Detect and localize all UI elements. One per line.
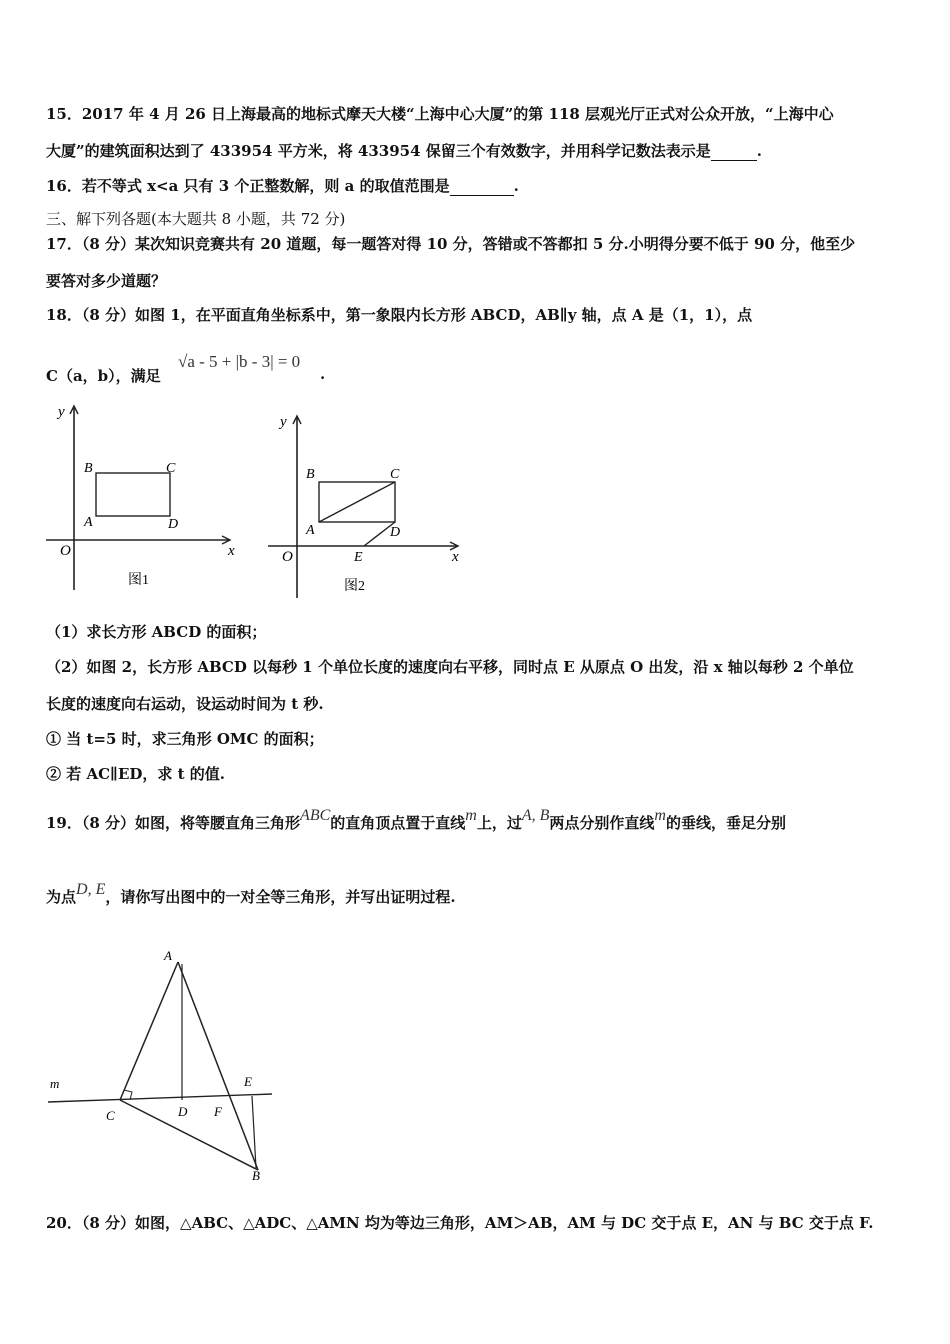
fig1-label-c: C <box>166 461 176 476</box>
fig1-label-b: B <box>84 461 93 476</box>
q16-text: 16．若不等式 x<a 只有 3 个正整数解，则 a 的取值范围是 <box>46 177 450 195</box>
q19-label-a: A <box>164 948 172 963</box>
q16-line <box>46 175 519 196</box>
q17-line1: 17．（8 分）某次知识竞赛共有 20 道题，每一题答对得 10 分，答错或不答都扣 5 分.小明得分要不低于 90 分，他至少 <box>46 235 856 253</box>
q19-text-2: 的直角顶点置于直线 <box>330 814 466 832</box>
section3-title: 三、解下列各题(本大题共 8 小题，共 72 分) <box>46 210 346 228</box>
q18-line2-period: . <box>320 365 326 383</box>
q19-text-6: 为点 <box>46 888 77 906</box>
q18-line1: 18．（8 分）如图 1，在平面直角坐标系中，第一象限内长方形 ABCD，AB∥y 轴，点 A 是（1，1），点 <box>46 306 753 324</box>
q19-text-1: 19．（8 分）如图，将等腰直角三角形 <box>46 814 301 832</box>
fig2-label-c: C <box>390 467 400 482</box>
q18-figure-1 <box>40 400 250 600</box>
q18-line2-text: C（a，b），满足 <box>46 367 161 385</box>
fig1-caption: 图1 <box>128 573 149 588</box>
q16-end: . <box>513 177 519 195</box>
q15-answer-blank <box>711 142 757 161</box>
q18-line2 <box>46 365 161 386</box>
q19-math-m2: m <box>654 807 666 824</box>
q19-label-c: C <box>106 1108 115 1123</box>
q19-line1 <box>46 796 786 843</box>
fig1-label-a: A <box>84 515 93 530</box>
fig2-caption: 图2 <box>344 579 365 594</box>
fig1-rectangle-abcd <box>96 473 170 516</box>
fig2-label-e: E <box>354 550 363 565</box>
q18-sub2-a: ① 当 t=5 时，求三角形 OMC 的面积； <box>46 730 324 748</box>
q19-text-5: 的垂线，垂足分别 <box>665 814 786 832</box>
q15-line2-text: 大厦”的建筑面积达到了 433954 平方米，将 433954 保留三个有效数字，并用科学记数法表示是 <box>46 142 711 160</box>
q15-end: . <box>756 142 762 160</box>
fig2-label-d: D <box>390 525 401 540</box>
q19-math-ab: A, B <box>521 807 550 824</box>
q19-figure <box>40 940 290 1190</box>
q15-line2 <box>46 140 762 161</box>
q19-label-f: F <box>214 1104 222 1119</box>
q19-math-de: D, E <box>76 881 106 898</box>
q19-side-ac <box>120 962 178 1100</box>
q16-answer-blank <box>450 177 514 196</box>
q19-label-b: B <box>252 1168 260 1183</box>
q18-formula-text: √a - 5 + |b - 3| = 0 <box>178 352 301 371</box>
q19-label-e: E <box>244 1074 252 1089</box>
fig2-label-y: y <box>280 414 287 430</box>
q17-line2: 要答对多少道题？ <box>46 272 167 290</box>
q19-text-4: 两点分别作直线 <box>549 814 655 832</box>
q19-label-m: m <box>50 1076 60 1091</box>
fig2-label-x: x <box>452 549 459 565</box>
q18-sub1: （1）求长方形 ABCD 的面积； <box>46 623 267 641</box>
fig1-label-o: O <box>60 543 71 559</box>
fig1-label-d: D <box>168 517 179 532</box>
fig2-diagonal-ac <box>319 482 395 522</box>
q19-line2 <box>46 870 456 917</box>
q18-sub2-line2: 长度的速度向右运动，设运动时间为 t 秒. <box>46 695 324 713</box>
q15-line1: 15．2017 年 4 月 26 日上海最高的地标式摩天大楼“上海中心大厦”的第 118 层观光厅正式对公众开放，“上海中心 <box>46 105 834 123</box>
q18-sub2-b: ② 若 AC∥ED，求 t 的值. <box>46 765 225 783</box>
q19-math-m1: m <box>465 807 477 824</box>
q19-text-3: 上，过 <box>476 814 522 832</box>
fig1-label-y: y <box>58 404 65 420</box>
fig2-label-b: B <box>306 467 315 482</box>
q18-figure-2 <box>260 408 470 603</box>
q20-line: 20．（8 分）如图，△ABC、△ADC、△AMN 均为等边三角形，AM＞AB，AM 与 DC 交于点 E，AN 与 BC 交于点 F. <box>46 1214 874 1232</box>
fig1-label-x: x <box>228 543 235 559</box>
q18-formula <box>178 352 300 372</box>
q19-text-7: ，请你写出图中的一对全等三角形，并写出证明过程. <box>105 888 456 906</box>
q19-side-ab <box>178 962 258 1170</box>
q19-math-abc: ABC <box>300 807 331 824</box>
q19-label-d: D <box>178 1104 188 1119</box>
q18-sub2-line1: （2）如图 2，长方形 ABCD 以每秒 1 个单位长度的速度向右平移，同时点 E 从原点 O 出发，沿 x 轴以每秒 2 个单位 <box>46 658 854 676</box>
fig2-label-a: A <box>306 523 315 538</box>
fig2-label-o: O <box>282 549 293 565</box>
q19-line-m <box>48 1094 272 1102</box>
q19-side-cb <box>120 1100 258 1170</box>
